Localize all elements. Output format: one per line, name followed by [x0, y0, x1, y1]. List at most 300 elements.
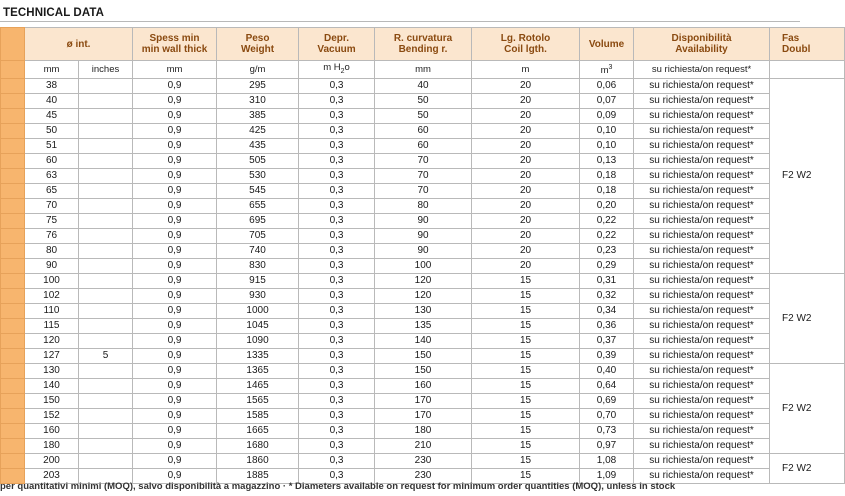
thickness-cell: 0,9 — [133, 288, 217, 303]
bending-radius-cell: 60 — [375, 138, 472, 153]
vacuum-cell: 0,3 — [299, 468, 375, 483]
table-row — [1, 258, 845, 273]
vacuum-cell: 0,3 — [299, 438, 375, 453]
diameter-mm-cell: 50 — [25, 123, 79, 138]
availability-cell: su richiesta/on request* — [634, 423, 770, 438]
unit-weight: g/m — [217, 61, 299, 79]
volume-cell: 1,09 — [580, 468, 634, 483]
thickness-cell: 0,9 — [133, 348, 217, 363]
accent-cell — [1, 153, 25, 168]
header-coil-length: Lg. Rotolo Coil lgth. — [472, 28, 580, 61]
accent-cell — [1, 61, 25, 79]
availability-cell: su richiesta/on request* — [634, 228, 770, 243]
vacuum-cell: 0,3 — [299, 183, 375, 198]
availability-cell: su richiesta/on request* — [634, 138, 770, 153]
availability-cell: su richiesta/on request* — [634, 333, 770, 348]
accent-cell — [1, 393, 25, 408]
thickness-cell: 0,9 — [133, 468, 217, 483]
vacuum-cell: 0,3 — [299, 453, 375, 468]
fastening-cell: F2 W2 — [770, 363, 845, 453]
diameter-inches-cell — [79, 408, 133, 423]
coil-length-cell: 20 — [472, 168, 580, 183]
weight-cell: 1680 — [217, 438, 299, 453]
vacuum-cell: 0,3 — [299, 348, 375, 363]
volume-cell: 0,13 — [580, 153, 634, 168]
volume-cell: 0,29 — [580, 258, 634, 273]
accent-cell — [1, 123, 25, 138]
weight-cell: 310 — [217, 93, 299, 108]
thickness-cell: 0,9 — [133, 393, 217, 408]
vacuum-cell: 0,3 — [299, 213, 375, 228]
unit-inches: inches — [79, 61, 133, 79]
volume-cell: 0,23 — [580, 243, 634, 258]
weight-cell: 1585 — [217, 408, 299, 423]
weight-cell: 435 — [217, 138, 299, 153]
diameter-mm-cell: 75 — [25, 213, 79, 228]
volume-cell: 0,34 — [580, 303, 634, 318]
accent-cell — [1, 138, 25, 153]
vacuum-cell: 0,3 — [299, 123, 375, 138]
bending-radius-cell: 90 — [375, 243, 472, 258]
diameter-mm-cell: 180 — [25, 438, 79, 453]
coil-length-cell: 20 — [472, 153, 580, 168]
coil-length-cell: 15 — [472, 423, 580, 438]
thickness-cell: 0,9 — [133, 258, 217, 273]
coil-length-cell: 20 — [472, 183, 580, 198]
bending-radius-cell: 160 — [375, 378, 472, 393]
volume-cell: 0,32 — [580, 288, 634, 303]
coil-length-cell: 20 — [472, 198, 580, 213]
accent-cell — [1, 363, 25, 378]
weight-cell: 505 — [217, 153, 299, 168]
accent-cell — [1, 453, 25, 468]
coil-length-cell: 15 — [472, 288, 580, 303]
volume-cell: 0,22 — [580, 213, 634, 228]
weight-cell: 1000 — [217, 303, 299, 318]
table-row — [1, 93, 845, 108]
diameter-mm-cell: 200 — [25, 453, 79, 468]
thickness-cell: 0,9 — [133, 333, 217, 348]
weight-cell: 1565 — [217, 393, 299, 408]
header-thickness: Spess min min wall thick — [133, 28, 217, 61]
diameter-inches-cell — [79, 108, 133, 123]
diameter-inches-cell — [79, 198, 133, 213]
thickness-cell: 0,9 — [133, 153, 217, 168]
fastening-cell: F2 W2 — [770, 453, 845, 483]
availability-cell: su richiesta/on request* — [634, 108, 770, 123]
coil-length-cell: 20 — [472, 123, 580, 138]
vacuum-cell: 0,3 — [299, 168, 375, 183]
coil-length-cell: 15 — [472, 318, 580, 333]
weight-cell: 425 — [217, 123, 299, 138]
accent-cell — [1, 213, 25, 228]
diameter-inches-cell — [79, 423, 133, 438]
bending-radius-cell: 50 — [375, 93, 472, 108]
bending-radius-cell: 170 — [375, 408, 472, 423]
accent-cell — [1, 198, 25, 213]
availability-cell: su richiesta/on request* — [634, 243, 770, 258]
coil-length-cell: 15 — [472, 363, 580, 378]
vacuum-cell: 0,3 — [299, 273, 375, 288]
header-vacuum: Depr. Vacuum — [299, 28, 375, 61]
volume-cell: 0,06 — [580, 78, 634, 93]
volume-cell: 0,18 — [580, 168, 634, 183]
availability-cell: su richiesta/on request* — [634, 468, 770, 483]
fastening-cell: F2 W2 — [770, 78, 845, 273]
bending-radius-cell: 70 — [375, 183, 472, 198]
diameter-inches-cell — [79, 453, 133, 468]
units-row — [1, 61, 845, 79]
availability-cell: su richiesta/on request* — [634, 408, 770, 423]
volume-cell: 0,36 — [580, 318, 634, 333]
volume-cell: 0,40 — [580, 363, 634, 378]
diameter-mm-cell: 110 — [25, 303, 79, 318]
thickness-cell: 0,9 — [133, 423, 217, 438]
accent-cell — [1, 333, 25, 348]
diameter-inches-cell: 5 — [79, 348, 133, 363]
table-row — [1, 363, 845, 378]
table-row — [1, 273, 845, 288]
thickness-cell: 0,9 — [133, 198, 217, 213]
volume-cell: 0,09 — [580, 108, 634, 123]
accent-cell — [1, 303, 25, 318]
weight-cell: 915 — [217, 273, 299, 288]
header-volume: Volume — [580, 28, 634, 61]
table-row — [1, 78, 845, 93]
weight-cell: 1665 — [217, 423, 299, 438]
unit-availability: su richiesta/on request* — [634, 61, 770, 79]
section-title: TECHNICAL DATA — [3, 7, 105, 19]
unit-fastening — [770, 61, 845, 79]
volume-cell: 1,08 — [580, 453, 634, 468]
volume-cell: 0,22 — [580, 228, 634, 243]
weight-cell: 545 — [217, 183, 299, 198]
table-row — [1, 348, 845, 363]
weight-cell: 1335 — [217, 348, 299, 363]
diameter-mm-cell: 150 — [25, 393, 79, 408]
weight-cell: 1860 — [217, 453, 299, 468]
table-row — [1, 378, 845, 393]
availability-cell: su richiesta/on request* — [634, 303, 770, 318]
weight-cell: 740 — [217, 243, 299, 258]
vacuum-cell: 0,3 — [299, 138, 375, 153]
coil-length-cell: 15 — [472, 393, 580, 408]
technical-data-table — [0, 27, 845, 484]
vacuum-cell: 0,3 — [299, 318, 375, 333]
diameter-inches-cell — [79, 318, 133, 333]
coil-length-cell: 15 — [472, 303, 580, 318]
vacuum-cell: 0,3 — [299, 393, 375, 408]
diameter-mm-cell: 63 — [25, 168, 79, 183]
diameter-inches-cell — [79, 333, 133, 348]
diameter-mm-cell: 60 — [25, 153, 79, 168]
table-row — [1, 438, 845, 453]
weight-cell: 830 — [217, 258, 299, 273]
vacuum-cell: 0,3 — [299, 303, 375, 318]
table-row — [1, 213, 845, 228]
coil-length-cell: 15 — [472, 378, 580, 393]
weight-cell: 655 — [217, 198, 299, 213]
accent-cell — [1, 348, 25, 363]
diameter-inches-cell — [79, 303, 133, 318]
availability-cell: su richiesta/on request* — [634, 453, 770, 468]
diameter-mm-cell: 115 — [25, 318, 79, 333]
thickness-cell: 0,9 — [133, 138, 217, 153]
volume-cell: 0,18 — [580, 183, 634, 198]
bending-radius-cell: 40 — [375, 78, 472, 93]
weight-cell: 705 — [217, 228, 299, 243]
availability-cell: su richiesta/on request* — [634, 288, 770, 303]
diameter-mm-cell: 38 — [25, 78, 79, 93]
coil-length-cell: 15 — [472, 453, 580, 468]
volume-cell: 0,64 — [580, 378, 634, 393]
accent-cell — [1, 378, 25, 393]
bending-radius-cell: 230 — [375, 468, 472, 483]
unit-coil: m — [472, 61, 580, 79]
thickness-cell: 0,9 — [133, 438, 217, 453]
availability-cell: su richiesta/on request* — [634, 258, 770, 273]
availability-cell: su richiesta/on request* — [634, 363, 770, 378]
weight-cell: 295 — [217, 78, 299, 93]
diameter-mm-cell: 40 — [25, 93, 79, 108]
title-divider — [0, 21, 800, 22]
thickness-cell: 0,9 — [133, 123, 217, 138]
weight-cell: 1090 — [217, 333, 299, 348]
diameter-mm-cell: 70 — [25, 198, 79, 213]
volume-cell: 0,10 — [580, 123, 634, 138]
bending-radius-cell: 50 — [375, 108, 472, 123]
bending-radius-cell: 90 — [375, 228, 472, 243]
thickness-cell: 0,9 — [133, 243, 217, 258]
header-fastening: Fas Doubl — [770, 28, 845, 61]
diameter-inches-cell — [79, 123, 133, 138]
table-row — [1, 333, 845, 348]
diameter-mm-cell: 120 — [25, 333, 79, 348]
weight-cell: 695 — [217, 213, 299, 228]
weight-cell: 385 — [217, 108, 299, 123]
accent-cell — [1, 108, 25, 123]
unit-thickness: mm — [133, 61, 217, 79]
diameter-inches-cell — [79, 153, 133, 168]
vacuum-cell: 0,3 — [299, 153, 375, 168]
bending-radius-cell: 90 — [375, 213, 472, 228]
bending-radius-cell: 230 — [375, 453, 472, 468]
thickness-cell: 0,9 — [133, 408, 217, 423]
volume-cell: 0,37 — [580, 333, 634, 348]
diameter-mm-cell: 90 — [25, 258, 79, 273]
availability-cell: su richiesta/on request* — [634, 198, 770, 213]
volume-cell: 0,70 — [580, 408, 634, 423]
vacuum-cell: 0,3 — [299, 408, 375, 423]
coil-length-cell: 20 — [472, 258, 580, 273]
diameter-inches-cell — [79, 393, 133, 408]
table-row — [1, 288, 845, 303]
bending-radius-cell: 210 — [375, 438, 472, 453]
diameter-inches-cell — [79, 138, 133, 153]
availability-cell: su richiesta/on request* — [634, 213, 770, 228]
table-row — [1, 183, 845, 198]
table-row — [1, 453, 845, 468]
diameter-mm-cell: 80 — [25, 243, 79, 258]
weight-cell: 930 — [217, 288, 299, 303]
vacuum-cell: 0,3 — [299, 423, 375, 438]
diameter-mm-cell: 140 — [25, 378, 79, 393]
bending-radius-cell: 120 — [375, 288, 472, 303]
bending-radius-cell: 130 — [375, 303, 472, 318]
diameter-inches-cell — [79, 228, 133, 243]
availability-cell: su richiesta/on request* — [634, 378, 770, 393]
coil-length-cell: 15 — [472, 468, 580, 483]
vacuum-cell: 0,3 — [299, 363, 375, 378]
diameter-mm-cell: 65 — [25, 183, 79, 198]
table-row — [1, 423, 845, 438]
accent-cell — [1, 228, 25, 243]
bending-radius-cell: 150 — [375, 348, 472, 363]
thickness-cell: 0,9 — [133, 228, 217, 243]
thickness-cell: 0,9 — [133, 108, 217, 123]
coil-length-cell: 20 — [472, 243, 580, 258]
table-row — [1, 198, 845, 213]
coil-length-cell: 15 — [472, 408, 580, 423]
bending-radius-cell: 60 — [375, 123, 472, 138]
volume-cell: 0,31 — [580, 273, 634, 288]
accent-cell — [1, 258, 25, 273]
diameter-mm-cell: 130 — [25, 363, 79, 378]
weight-cell: 1465 — [217, 378, 299, 393]
diameter-mm-cell: 102 — [25, 288, 79, 303]
diameter-mm-cell: 51 — [25, 138, 79, 153]
diameter-inches-cell — [79, 363, 133, 378]
table-row — [1, 408, 845, 423]
header-diameter: ø int. — [25, 28, 133, 61]
footer-note: per quantitativi minimi (MOQ), salvo disponibilità a magazzino · * Diameters available on request for minimum order quantities (MOQ), unless in stock — [0, 481, 676, 492]
volume-cell: 0,39 — [580, 348, 634, 363]
accent-cell — [1, 243, 25, 258]
availability-cell: su richiesta/on request* — [634, 153, 770, 168]
diameter-mm-cell: 127 — [25, 348, 79, 363]
thickness-cell: 0,9 — [133, 93, 217, 108]
volume-cell: 0,07 — [580, 93, 634, 108]
bending-radius-cell: 140 — [375, 333, 472, 348]
diameter-mm-cell: 45 — [25, 108, 79, 123]
vacuum-cell: 0,3 — [299, 378, 375, 393]
availability-cell: su richiesta/on request* — [634, 273, 770, 288]
accent-cell — [1, 93, 25, 108]
table-row — [1, 108, 845, 123]
thickness-cell: 0,9 — [133, 378, 217, 393]
availability-cell: su richiesta/on request* — [634, 78, 770, 93]
bending-radius-cell: 170 — [375, 393, 472, 408]
bending-radius-cell: 70 — [375, 153, 472, 168]
volume-cell: 0,10 — [580, 138, 634, 153]
table-row — [1, 393, 845, 408]
diameter-inches-cell — [79, 78, 133, 93]
availability-cell: su richiesta/on request* — [634, 438, 770, 453]
diameter-inches-cell — [79, 273, 133, 288]
thickness-cell: 0,9 — [133, 273, 217, 288]
availability-cell: su richiesta/on request* — [634, 93, 770, 108]
header-availability: Disponibilità Availability — [634, 28, 770, 61]
header-bending: R. curvatura Bending r. — [375, 28, 472, 61]
fastening-cell: F2 W2 — [770, 273, 845, 363]
coil-length-cell: 20 — [472, 108, 580, 123]
accent-cell — [1, 28, 25, 61]
accent-cell — [1, 438, 25, 453]
vacuum-cell: 0,3 — [299, 108, 375, 123]
table-row — [1, 138, 845, 153]
diameter-inches-cell — [79, 378, 133, 393]
table-row — [1, 123, 845, 138]
thickness-cell: 0,9 — [133, 453, 217, 468]
diameter-inches-cell — [79, 213, 133, 228]
bending-radius-cell: 70 — [375, 168, 472, 183]
thickness-cell: 0,9 — [133, 318, 217, 333]
volume-cell: 0,69 — [580, 393, 634, 408]
thickness-cell: 0,9 — [133, 78, 217, 93]
thickness-cell: 0,9 — [133, 303, 217, 318]
coil-length-cell: 20 — [472, 213, 580, 228]
availability-cell: su richiesta/on request* — [634, 393, 770, 408]
weight-cell: 1885 — [217, 468, 299, 483]
diameter-inches-cell — [79, 288, 133, 303]
vacuum-cell: 0,3 — [299, 78, 375, 93]
diameter-inches-cell — [79, 258, 133, 273]
availability-cell: su richiesta/on request* — [634, 123, 770, 138]
vacuum-cell: 0,3 — [299, 228, 375, 243]
weight-cell: 530 — [217, 168, 299, 183]
coil-length-cell: 20 — [472, 78, 580, 93]
accent-cell — [1, 273, 25, 288]
weight-cell: 1045 — [217, 318, 299, 333]
availability-cell: su richiesta/on request* — [634, 168, 770, 183]
availability-cell: su richiesta/on request* — [634, 318, 770, 333]
coil-length-cell: 15 — [472, 348, 580, 363]
vacuum-cell: 0,3 — [299, 243, 375, 258]
thickness-cell: 0,9 — [133, 183, 217, 198]
header-weight: Peso Weight — [217, 28, 299, 61]
table-row — [1, 168, 845, 183]
thickness-cell: 0,9 — [133, 213, 217, 228]
coil-length-cell: 20 — [472, 93, 580, 108]
diameter-inches-cell — [79, 183, 133, 198]
coil-length-cell: 20 — [472, 228, 580, 243]
unit-vacuum: m $H_2o$ — [299, 61, 375, 79]
vacuum-cell: 0,3 — [299, 93, 375, 108]
diameter-mm-cell: 203 — [25, 468, 79, 483]
accent-cell — [1, 183, 25, 198]
coil-length-cell: 15 — [472, 438, 580, 453]
table-row — [1, 318, 845, 333]
unit-bending: mm — [375, 61, 472, 79]
unit-mm: mm — [25, 61, 79, 79]
coil-length-cell: 15 — [472, 273, 580, 288]
bending-radius-cell: 100 — [375, 258, 472, 273]
vacuum-cell: 0,3 — [299, 198, 375, 213]
weight-cell: 1365 — [217, 363, 299, 378]
bending-radius-cell: 150 — [375, 363, 472, 378]
accent-cell — [1, 408, 25, 423]
availability-cell: su richiesta/on request* — [634, 183, 770, 198]
diameter-inches-cell — [79, 243, 133, 258]
diameter-mm-cell: 100 — [25, 273, 79, 288]
bending-radius-cell: 135 — [375, 318, 472, 333]
diameter-mm-cell: 152 — [25, 408, 79, 423]
diameter-inches-cell — [79, 168, 133, 183]
accent-cell — [1, 168, 25, 183]
header-row — [1, 28, 845, 61]
diameter-mm-cell: 160 — [25, 423, 79, 438]
thickness-cell: 0,9 — [133, 363, 217, 378]
